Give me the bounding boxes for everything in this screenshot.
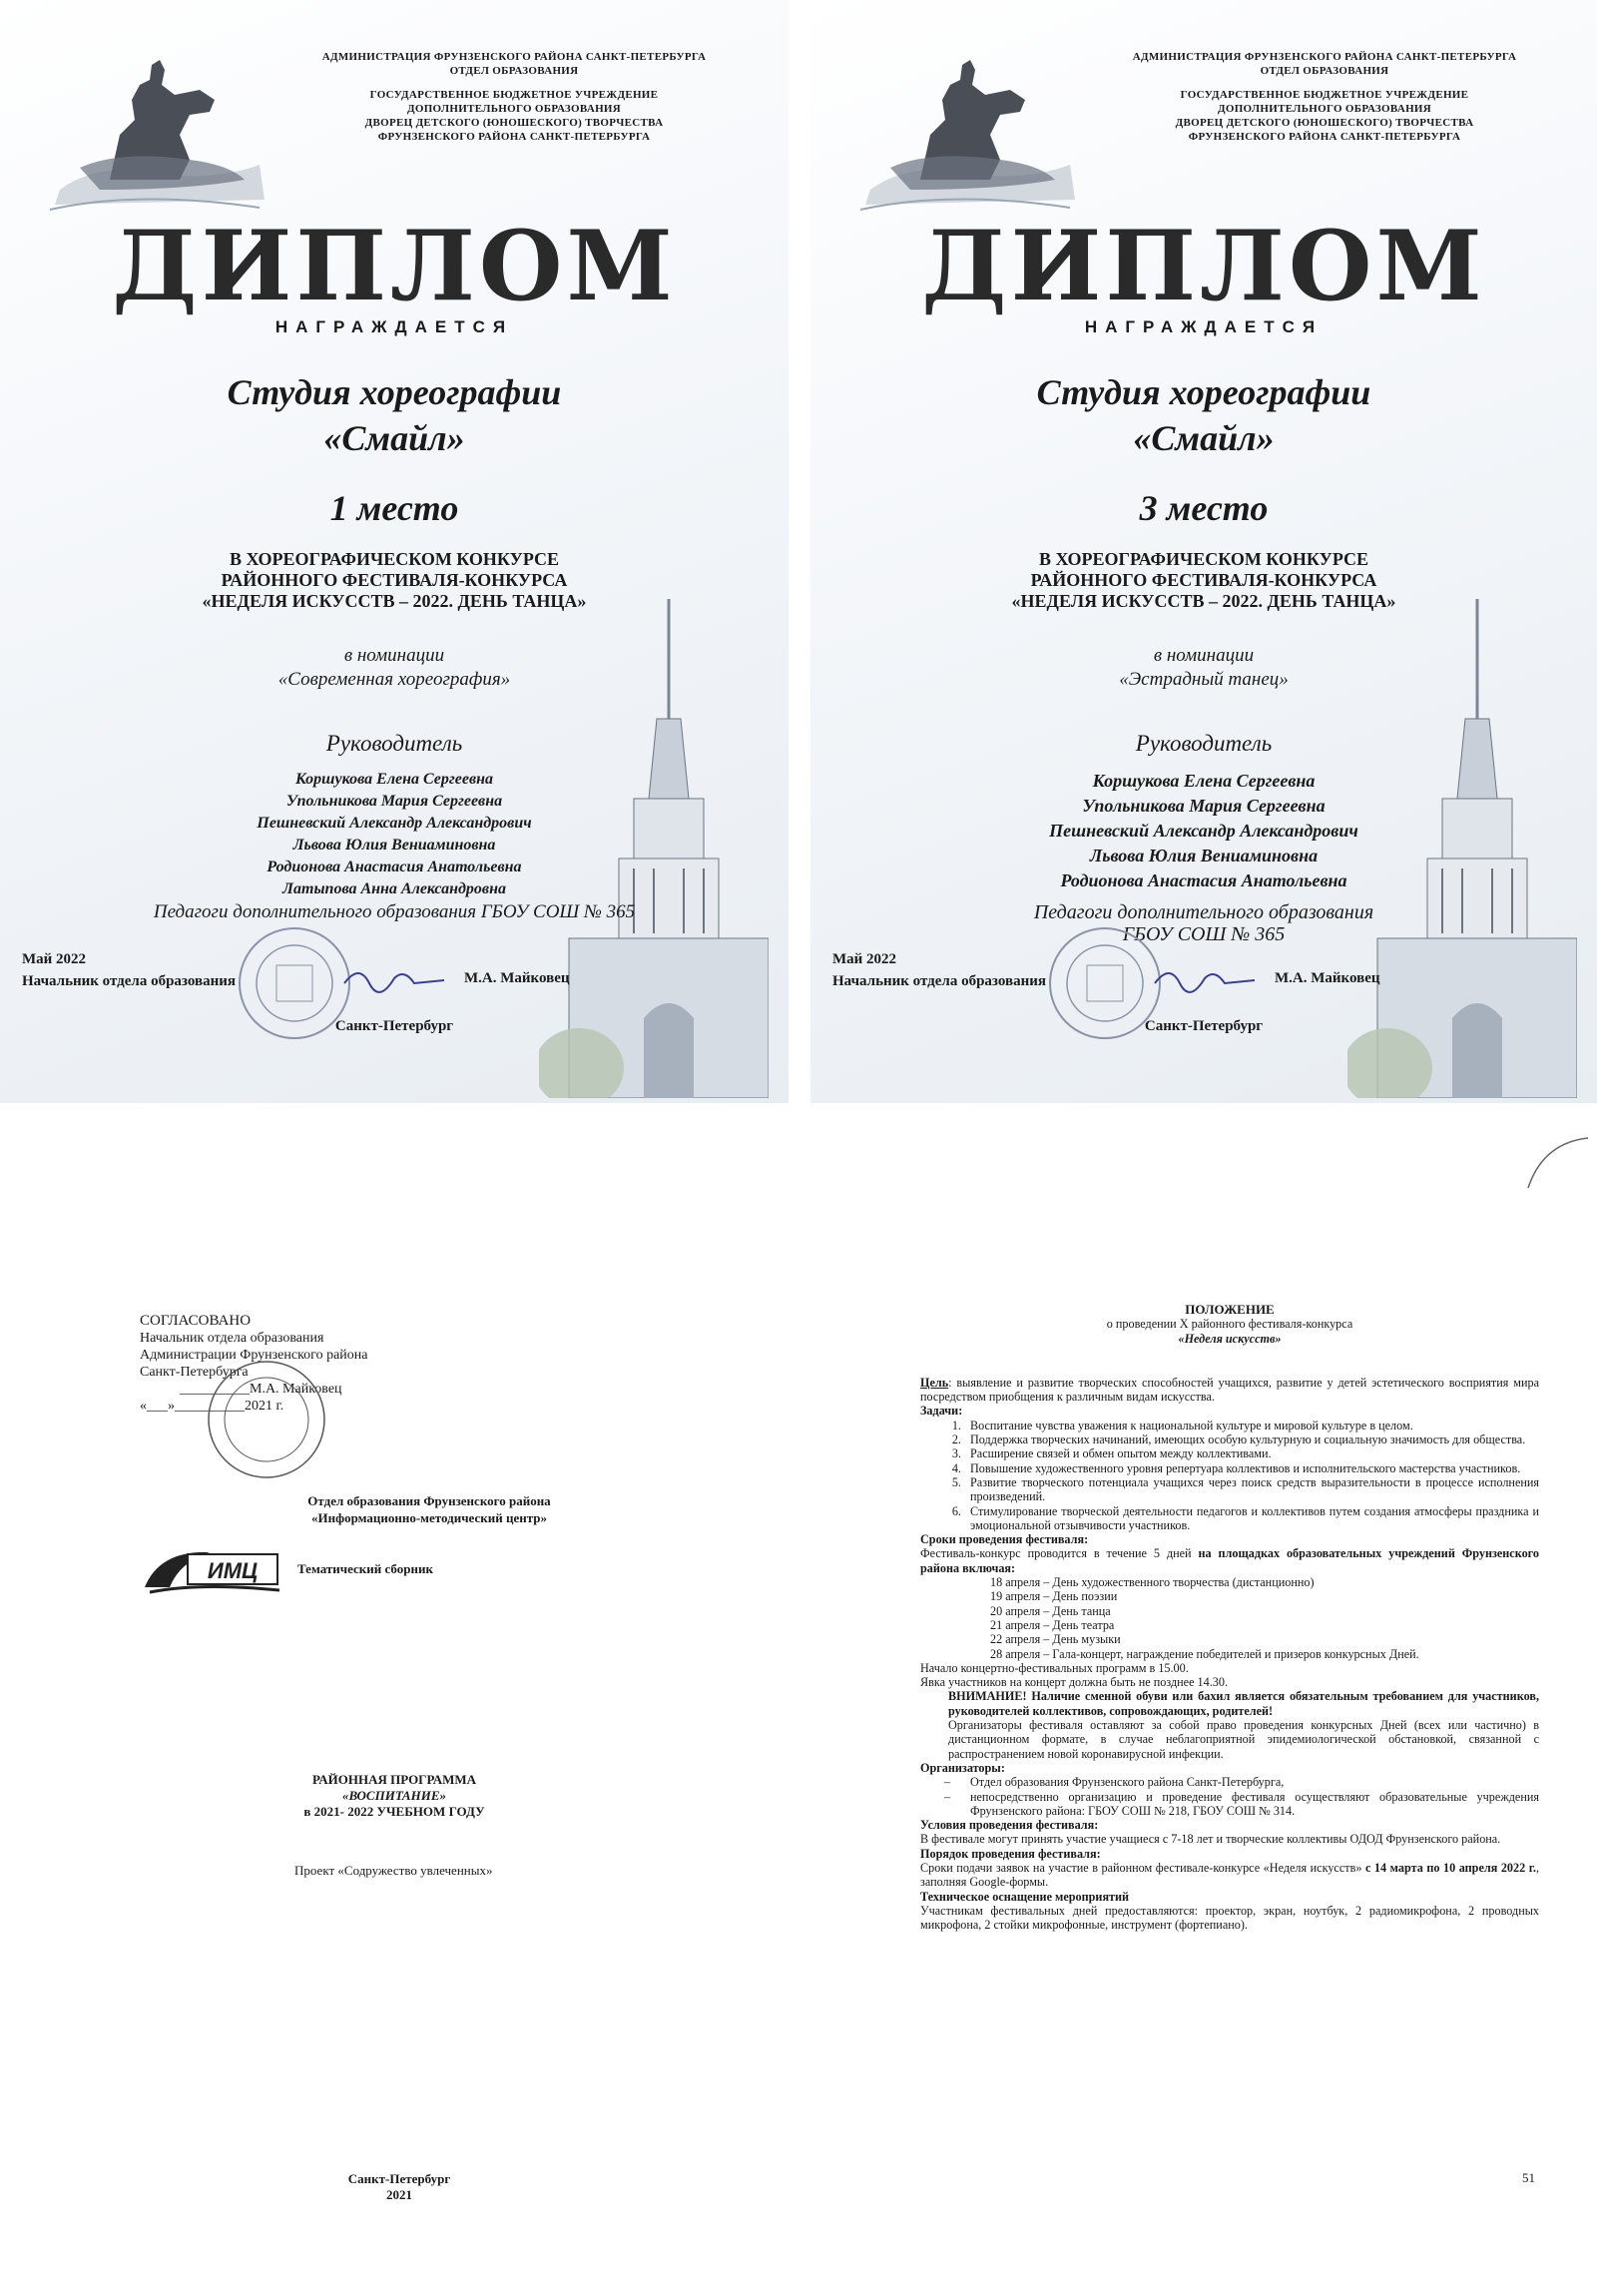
svg-text:ИМЦ: ИМЦ xyxy=(207,1558,259,1583)
leader-names: Коршукова Елена Сергеевна Упольникова Мария Сергеевна Пешневский Александр Александрович Львова Юлия Вениаминовна Родионова Анастасия Анатольевна xyxy=(1049,771,1358,890)
leader-names: Коршукова Елена Сергеевна Упольникова Мария Сергеевна Пешневский Александр Александрович Львова Юлия Вениаминовна Родионова Анастасия Анатольевна Латыпова Анна Александровна xyxy=(257,771,532,897)
order-paragraph: Сроки подачи заявок на участие в районном фестивале-конкурсе «Неделя искусств» с 14 марта по 10 апреля 2022 г., заполняя Google-формы. xyxy=(920,1860,1539,1890)
signature-icon xyxy=(1150,958,1260,998)
bronze-horseman-icon xyxy=(40,40,269,220)
leader-label: Руководитель xyxy=(325,731,463,756)
city-label: Санкт-Петербург xyxy=(334,1018,454,1034)
thematic-collection-label: Тематический сборник xyxy=(297,1561,433,1576)
issue-date: Май 2022 xyxy=(832,951,897,967)
goal-paragraph: Цель: выявление и развитие творческих способностей учащихся, развитие у детей эстетического восприятия мира посредством приобщения к различным видам искусства. xyxy=(920,1375,1539,1405)
issuer-header: АДМИНИСТРАЦИЯ ФРУНЗЕНСКОГО РАЙОНА САНКТ-ПЕТЕРБУРГА ОТДЕЛ ОБРАЗОВАНИЯ ГОСУДАРСТВЕННОЕ БЮДЖЕТНОЕ УЧРЕЖДЕНИЕ ДОПОЛНИТЕЛЬНОГО ОБРАЗОВАНИЯ ДВОРЕЦ ДЕТСКОГО (ЮНОШЕСКОГО) ТВОРЧЕСТВА ФРУНЗЕНСКОГО РАЙОНА САНКТ-ПЕТЕРБУРГА xyxy=(321,51,707,143)
signature-icon xyxy=(339,958,449,998)
approval-stamp-icon xyxy=(205,1358,329,1482)
regulation-title: ПОЛОЖЕНИЕ xyxy=(1185,1302,1275,1317)
nomination-name: «Современная хореография» xyxy=(277,669,511,690)
leader-label: Руководитель xyxy=(1135,731,1273,756)
approval-block: СОГЛАСОВАНО Начальник отдела образования Администрации Фрунзенского района Санкт-Петербурга __________М.А. Майковец «___»__________2021 г. xyxy=(140,1313,368,1414)
teachers-caption: Педагоги дополнительного образования ГБОУ СОШ № 365 xyxy=(1033,901,1374,945)
terms-paragraph: Фестиваль-конкурс проводится в течение 5 дней на площадках образовательных учреждений Фрунзенского района включая: xyxy=(920,1546,1539,1575)
nomination-name: «Эстрадный танец» xyxy=(1119,669,1289,690)
festival-regulation-page xyxy=(810,1173,1597,2296)
issue-date: Май 2022 xyxy=(22,951,87,967)
department-name: Отдел образования Фрунзенского района «Информационно-методический центр» xyxy=(307,1493,551,1525)
awarded-label: НАГРАЖДАЕТСЯ xyxy=(1084,317,1324,336)
diploma-title: ДИПЛОМ xyxy=(112,210,677,322)
publication-place: Санкт-Петербург 2021 xyxy=(347,2171,451,2202)
signer-name: М.А. Майковец xyxy=(464,970,570,986)
program-title: РАЙОННАЯ ПРОГРАММА «ВОСПИТАНИЕ» в 2021- 2022 УЧЕБНОМ ГОДУ xyxy=(303,1772,485,1819)
signer-name: М.А. Майковец xyxy=(1275,970,1380,986)
diploma-first-place xyxy=(0,0,789,1103)
organizers-list: – Отдел образования Фрунзенского района Санкт-Петербурга, – непосредственно организацию и проведение фестиваля осуществляют образовательные учреждения Фрунзенского района: ГБОУ СОШ № 218, ГБОУ СОШ № 314. xyxy=(920,1775,1539,1818)
bronze-horseman-icon xyxy=(850,40,1080,220)
attention-note: ВНИМАНИЕ! Наличие сменной обуви или бахил является обязательным требованием для участников, руководителей коллективов, сопровождающих, родителей! xyxy=(948,1689,1539,1718)
regulation-text: ПОЛОЖЕНИЕ о проведении X районного фестиваля-конкурса «Неделя искусств» Цель: выявление и развитие творческих способностей учащихся, развитие у детей эстетического восприятия мира посредством приобщения к различным видам искусства. Задачи: 1. Воспитание чувства уважения к национальной культуре и мировой культуре в целом. 2. Поддержка творческих начинаний, имеющих особую культурную и социальную значимость для общества. 3. Расширение связей и обмен опытом между коллективами. 4. Повышение художественного уровня репертуара коллективов и исполнительского мастерства участников. 5. Развитие творческого потенциала учащихся через поиск средств выразительности в процессе исполнения произведений. 6. Стимулирование творческой деятельности педагогов и коллективов путем создания атмосферы праздника и эмоциональной отзывчивости участников. Сроки проведения фестиваля: Фестиваль-конкурс проводится в течение 5 дней на площадках образовательных учреждений Фрунзенского района включая: 18 апреля – День художественного творчества (дистанционно) 19 апреля – День поэзии 20 апреля – День танца 21 апреля – День театра 22 апреля – День музыки 28 апреля – Гала-концерт, награждение победителей и призеров конкурсных Дней. Начало концертно-фестивальных программ в 15.00. Явка участников на концерт должна быть не позднее 14.30. ВНИМАНИЕ! Наличие сменной обуви или бахил является обязательным требованием для участников, руководителей коллективов, сопровождающих, родителей! Организаторы фестиваля оставляют за собой право проведения конкурсных Дней (всех или частично) в дистанционном формате, в случае неблагоприятной эпидемиологической обстановкой, связанной с распространением новой коронавирусной инфекции. Организаторы: – Отдел образования Фрунзенского района Санкт-Петербурга, – непосредственно организацию и проведение фестиваля осуществляют образовательные учреждения Фрунзенского района: ГБОУ СОШ № 218, ГБОУ СОШ № 314. Условия проведения фестиваля: В фестивале могут принять участие учащиеся с 7-18 лет и творческие коллективы ОДОД Фрунзенского района. Порядок проведения фестиваля: Сроки подачи заявок на участие в районном фестивале-конкурсе «Неделя искусств» с 14 марта по 10 апреля 2022 г., заполняя Google-формы. Техническое оснащение мероприятий Участникам фестивальных дней предоставляются: проектор, экран, ноутбук, 2 радиомикрофона, 2 проводных микрофона, 2 стойки микрофонные, инструмент (фортепиано). xyxy=(920,1303,1539,1932)
tasks-list: 1. Воспитание чувства уважения к национальной культуре и мировой культуре в целом. 2. Поддержка творческих начинаний, имеющих особую культурную и социальную значимость для общества. 3. Расширение связей и обмен опытом между коллективами. 4. Повышение художественного уровня репертуара коллективов и исполнительского мастерства участников. 5. Развитие творческого потенциала учащихся через поиск средств выразительности в процессе исполнения произведений. 6. Стимулирование творческой деятельности педагогов и коллективов путем создания атмосферы праздника и эмоциональной отзывчивости участников. xyxy=(920,1419,1539,1532)
collection-title-page xyxy=(0,1173,789,2296)
festival-days: 18 апреля – День художественного творчества (дистанционно) 19 апреля – День поэзии 20 апреля – День танца 21 апреля – День театра 22 апреля – День музыки 28 апреля – Гала-концерт, награждение победителей и призеров конкурсных Дней. xyxy=(990,1575,1419,1661)
studio-name: Студия хореографии «Смайл» xyxy=(1036,372,1371,458)
imc-logo xyxy=(140,1542,289,1598)
signer-position: Начальник отдела образования xyxy=(22,973,236,989)
awarded-label: НАГРАЖДАЕТСЯ xyxy=(274,317,514,336)
nomination-label: в номинации xyxy=(343,645,445,666)
contest-description: В ХОРЕОГРАФИЧЕСКОМ КОНКУРСЕ РАЙОННОГО ФЕСТИВАЛЯ-КОНКУРСА «НЕДЕЛЯ ИСКУССТВ – 2022. ДЕНЬ ТАНЦА» xyxy=(1011,549,1396,611)
issuer-header: АДМИНИСТРАЦИЯ ФРУНЗЕНСКОГО РАЙОНА САНКТ-ПЕТЕРБУРГА ОТДЕЛ ОБРАЗОВАНИЯ ГОСУДАРСТВЕННОЕ БЮДЖЕТНОЕ УЧРЕЖДЕНИЕ ДОПОЛНИТЕЛЬНОГО ОБРАЗОВАНИЯ ДВОРЕЦ ДЕТСКОГО (ЮНОШЕСКОГО) ТВОРЧЕСТВА ФРУНЗЕНСКОГО РАЙОНА САНКТ-ПЕТЕРБУРГА xyxy=(1132,51,1517,143)
nomination-label: в номинации xyxy=(1153,645,1255,666)
signer-position: Начальник отдела образования xyxy=(832,973,1046,989)
studio-name: Студия хореографии «Смайл» xyxy=(227,372,562,458)
city-label: Санкт-Петербург xyxy=(1144,1018,1264,1034)
project-name: Проект «Содружество увлеченных» xyxy=(294,1863,493,1878)
place-title: 1 место xyxy=(329,488,459,528)
diploma-title: ДИПЛОМ xyxy=(921,210,1486,322)
page-number: 51 xyxy=(1522,2170,1535,2185)
teachers-caption: Педагоги дополнительного образования ГБОУ СОШ № 365 xyxy=(153,901,636,922)
contest-description: В ХОРЕОГРАФИЧЕСКОМ КОНКУРСЕ РАЙОННОГО ФЕСТИВАЛЯ-КОНКУРСА «НЕДЕЛЯ ИСКУССТВ – 2022. ДЕНЬ ТАНЦА» xyxy=(202,549,587,611)
place-title: 3 место xyxy=(1139,488,1269,528)
diploma-third-place xyxy=(810,0,1597,1103)
